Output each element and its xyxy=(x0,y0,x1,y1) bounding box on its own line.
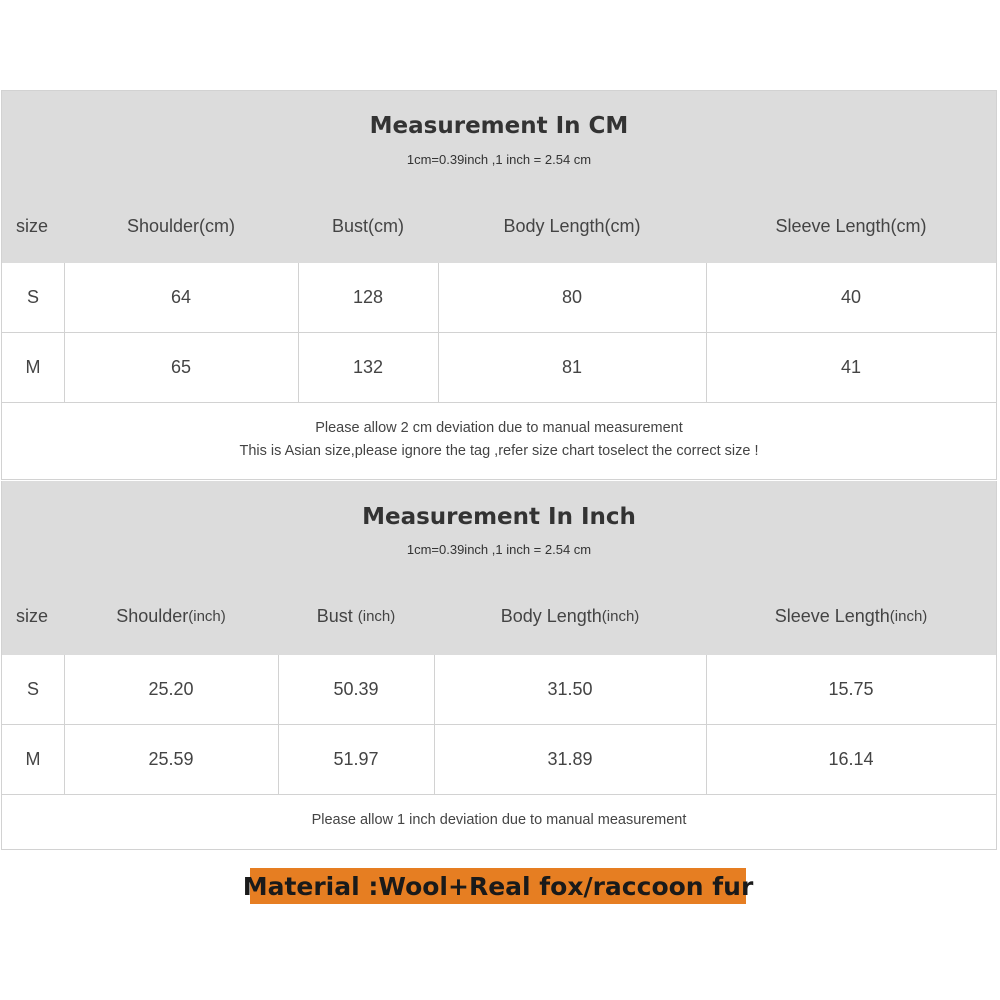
cm-cell-sleeve-length-m: 41 xyxy=(840,357,862,377)
cm-cell-body-length-m: 81 xyxy=(561,357,583,377)
inch-table-conversion-note: 1cm=0.39inch ,1 inch = 2.54 cm xyxy=(406,542,592,557)
inch-table-header-band xyxy=(2,481,996,655)
inch-cell-shoulder-s: 25.20 xyxy=(148,679,194,699)
cm-size-chart xyxy=(1,90,997,480)
inch-header-bust xyxy=(278,591,434,641)
cm-col-divider xyxy=(438,263,439,402)
cm-row-divider xyxy=(2,332,996,333)
cm-cell-shoulder-s: 64 xyxy=(170,287,192,307)
inch-deviation-note: Please allow 1 inch deviation due to manual measurement xyxy=(311,812,687,828)
cm-header-shoulder: Shoulder(cm) xyxy=(126,215,236,236)
inch-header-shoulder xyxy=(64,591,278,641)
cm-cell-size-m: M xyxy=(25,357,41,377)
cm-header-size: size xyxy=(16,215,49,236)
cm-asian-size-note: This is Asian size,please ignore the tag ,refer size chart toselect the correct size ! xyxy=(239,443,759,459)
cm-row-divider xyxy=(2,402,996,403)
inch-header-body-length xyxy=(434,591,706,641)
inch-header-sleeve-length-unit: (inch) xyxy=(889,607,928,625)
inch-cell-size-m: M xyxy=(25,749,41,769)
inch-header-sleeve-length-label: Sleeve Length xyxy=(774,605,890,626)
inch-cell-shoulder-m: 25.59 xyxy=(148,749,194,769)
material-banner: Material :Wool+Real fox/raccoon fur xyxy=(250,868,746,904)
cm-col-divider xyxy=(706,263,707,402)
inch-cell-sleeve-length-m: 16.14 xyxy=(828,749,874,769)
inch-row-divider xyxy=(2,724,996,725)
inch-cell-body-length-m: 31.89 xyxy=(547,749,593,769)
inch-col-divider xyxy=(64,655,65,794)
cm-cell-size-s: S xyxy=(26,287,39,307)
inch-col-divider xyxy=(706,655,707,794)
cm-cell-bust-s: 128 xyxy=(352,287,384,307)
inch-header-shoulder-unit: (inch) xyxy=(188,607,226,625)
inch-col-divider xyxy=(434,655,435,794)
inch-header-body-length-unit: (inch) xyxy=(601,607,640,625)
inch-header-body-length-label: Body Length xyxy=(500,605,602,626)
inch-cell-size-s: S xyxy=(26,679,39,699)
inch-table-title: Measurement In Inch xyxy=(362,504,636,530)
inch-header-bust-label: Bust xyxy=(316,605,358,626)
inch-row-divider xyxy=(2,794,996,795)
cm-header-bust: Bust(cm) xyxy=(332,215,404,236)
cm-table-conversion-note: 1cm=0.39inch ,1 inch = 2.54 cm xyxy=(406,152,592,167)
cm-deviation-note: Please allow 2 cm deviation due to manual measurement xyxy=(315,420,683,436)
cm-cell-body-length-s: 80 xyxy=(561,287,583,307)
cm-cell-sleeve-length-s: 40 xyxy=(840,287,862,307)
inch-header-bust-unit: (inch) xyxy=(357,607,396,625)
inch-header-sleeve-length xyxy=(706,591,996,641)
inch-header-size xyxy=(2,591,64,641)
cm-header-body-length: Body Length(cm) xyxy=(503,215,641,236)
cm-table-header-band xyxy=(2,91,996,263)
cm-col-divider xyxy=(64,263,65,402)
cm-table-title: Measurement In CM xyxy=(369,113,629,139)
inch-header-size-label: size xyxy=(16,605,49,626)
inch-col-divider xyxy=(278,655,279,794)
cm-header-sleeve-length: Sleeve Length(cm) xyxy=(775,215,927,236)
inch-cell-body-length-s: 31.50 xyxy=(547,679,593,699)
inch-header-shoulder-label: Shoulder xyxy=(116,605,189,626)
cm-cell-shoulder-m: 65 xyxy=(170,357,192,377)
cm-cell-bust-m: 132 xyxy=(352,357,384,377)
cm-col-divider xyxy=(298,263,299,402)
inch-size-chart xyxy=(1,481,997,850)
inch-cell-bust-s: 50.39 xyxy=(333,679,379,699)
inch-cell-sleeve-length-s: 15.75 xyxy=(828,679,874,699)
inch-cell-bust-m: 51.97 xyxy=(333,749,379,769)
